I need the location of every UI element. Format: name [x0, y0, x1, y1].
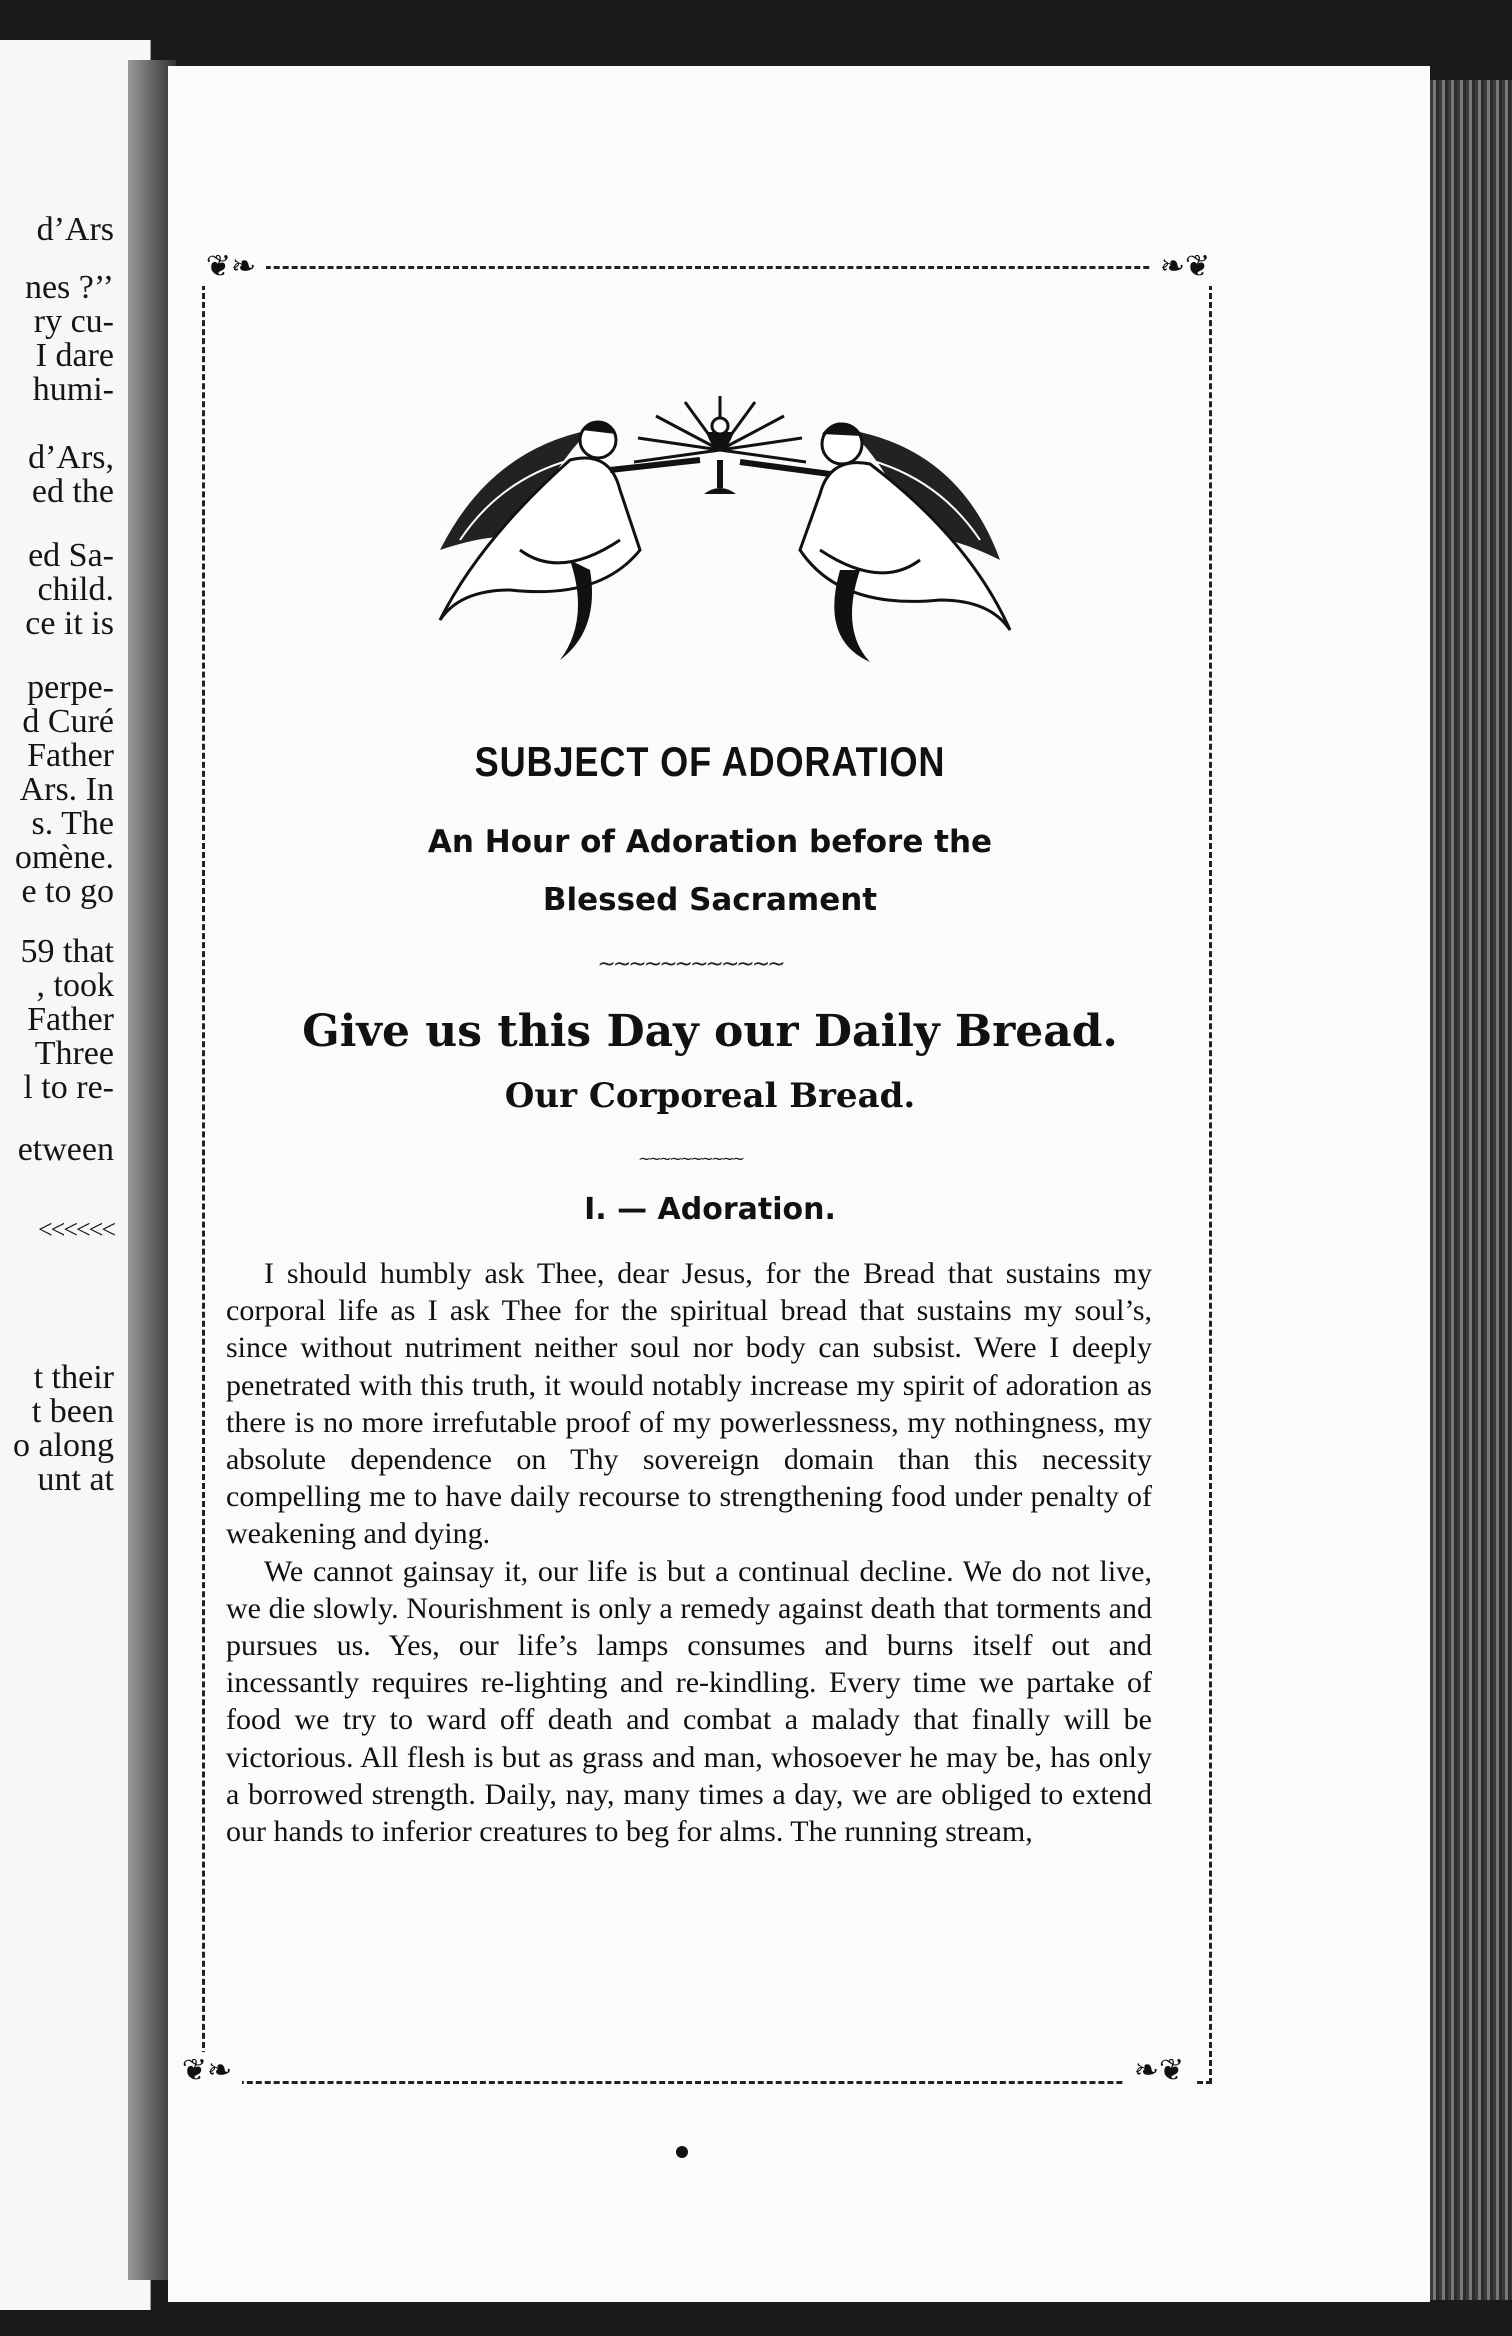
- left-page-line: o along: [12, 1427, 114, 1464]
- left-page-line: omène.: [14, 839, 114, 876]
- left-page-ornament: <<<<<<: [38, 1215, 114, 1244]
- left-page-line: , took: [36, 967, 114, 1004]
- angels-chalice-illustration: [420, 390, 1020, 670]
- body-text: [226, 1255, 1152, 1850]
- left-page-line: ce it is: [25, 605, 114, 642]
- paragraph: We cannot gainsay it, our life is but a continual decline. We do not live, we die slowly. Nourishment is only a remedy against death that torments and pursues us. Yes, our life’s lamps consumes and burns itself out and incessantly requires re-lighting and re-kindling. Every time we partake of food we try to ward off death and combat a malady that finally will be victorious. All flesh is but as grass and man, whosoever he may be, has only a borrowed strength. Daily, nay, many times a day, we are obliged to extend our hands to inferior creatures to beg for alms. The running stream,: [226, 1554, 1152, 1849]
- left-page-line: Three: [34, 1035, 114, 1072]
- left-page-line: Father: [27, 1001, 114, 1038]
- left-page-line: perpe-: [27, 669, 114, 706]
- left-page-line: child.: [37, 571, 114, 608]
- left-page-line: nes ?’’: [24, 269, 114, 306]
- left-page-line: etween: [17, 1131, 114, 1168]
- corner-ornament-icon: ❦❧: [172, 2052, 242, 2090]
- left-page-line: ed Sa-: [28, 537, 114, 574]
- left-page-line: d’Ars,: [28, 439, 114, 476]
- left-page-line: humi-: [32, 371, 114, 408]
- corner-ornament-icon: ❧❦: [1124, 2052, 1194, 2090]
- left-page-line: t their: [33, 1359, 114, 1396]
- page-edges: [1430, 80, 1512, 2300]
- paragraph: I should humbly ask Thee, dear Jesus, for the Bread that sustains my corporal life as I ask Thee for the spiritual bread that sustains my soul’s, since without nutriment neither soul nor body can subsist. Were I deeply penetrated with this truth, it would notably increase my spirit of adoration as there is no more irrefutable proof of my powerlessness, my nothingness, my absolute dependence on Thy sovereign domain than this necessity compelling me to have daily recourse to strengthening food under penalty of weakening and dying.: [226, 1257, 1152, 1551]
- left-page-line: Father: [27, 737, 114, 774]
- page-title: SUBJECT OF ADORATION: [474, 738, 946, 785]
- left-page-line: s. The: [31, 805, 114, 842]
- left-page-line: l to re-: [23, 1069, 114, 1106]
- corner-ornament-icon: ❧❦: [1150, 248, 1220, 286]
- page-subtitle: Blessed Sacrament: [542, 882, 878, 918]
- page-subtitle: An Hour of Adoration before the: [427, 824, 993, 860]
- divider-ornament: ~~~~~~~~~~: [637, 1149, 743, 1168]
- page-mark: [676, 2146, 688, 2158]
- gothic-heading: Give us this Day our Daily Bread.: [302, 1006, 1118, 1057]
- left-page-line: ed the: [31, 473, 114, 510]
- left-page-line: 59 that: [20, 933, 114, 970]
- gothic-subheading: Our Corporeal Bread.: [504, 1076, 916, 1116]
- left-page-line: t been: [31, 1393, 114, 1430]
- left-page-line: d Curé: [22, 703, 114, 740]
- left-page-line: unt at: [37, 1461, 114, 1498]
- left-page-line: ry cu-: [33, 303, 114, 340]
- corner-ornament-icon: ❦❧: [196, 248, 266, 286]
- left-page-line: Ars. In: [19, 771, 114, 808]
- divider-ornament: ~~~~~~~~~~~~: [597, 952, 783, 977]
- section-heading: I. — Adoration.: [584, 1192, 836, 1227]
- left-page-line: d’Ars: [36, 211, 114, 248]
- left-page-line: e to go: [21, 873, 114, 910]
- left-page-line: I dare: [35, 337, 114, 374]
